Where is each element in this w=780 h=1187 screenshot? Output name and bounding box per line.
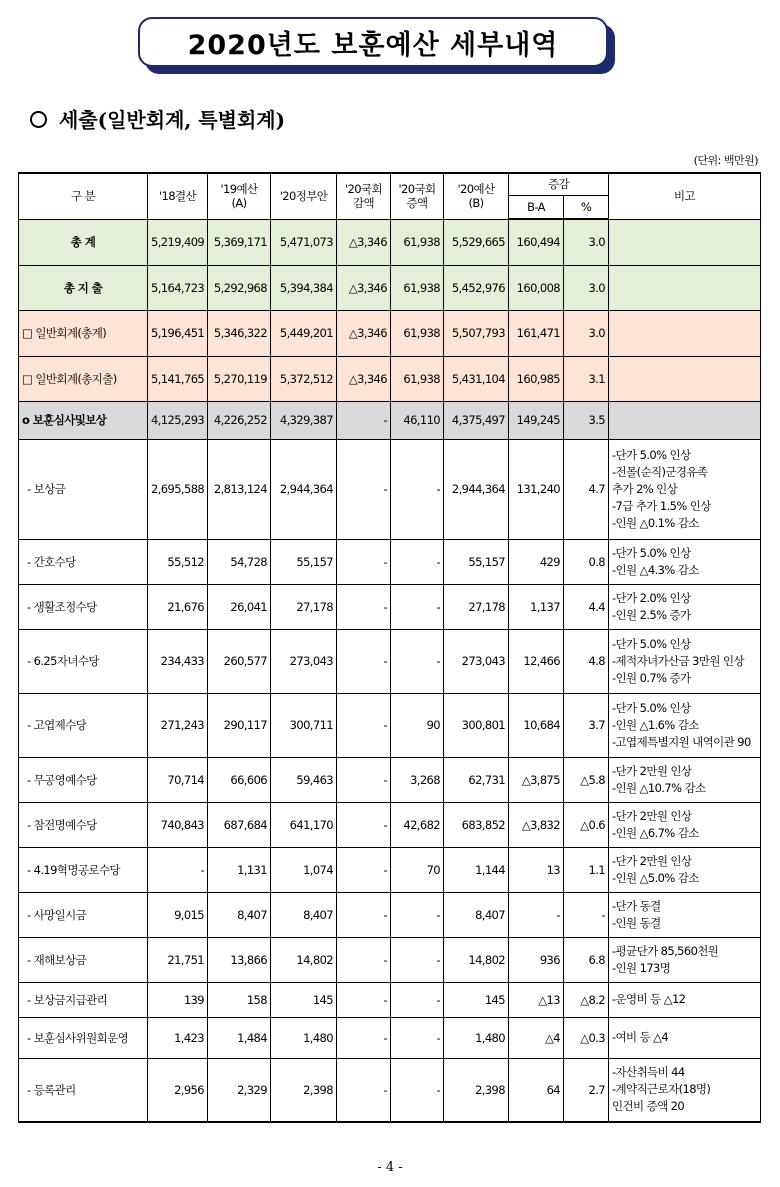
remark-line: -단가 5.0% 인상 [612,700,691,715]
cell-diff: 160,008 [509,265,564,310]
cell-v20: 62,731 [444,757,509,802]
cell-dec: - [337,584,391,629]
cell-v19: 4,226,252 [208,401,271,439]
remarks-cell [609,310,761,356]
cell-inc: - [391,1017,444,1058]
cell-diff: 12,466 [509,629,564,693]
remark-line: -고엽제특별지원 내역이관 90 [612,734,751,749]
cell-dec: - [337,539,391,584]
cell-inc: - [391,584,444,629]
cell-diff: 10,684 [509,693,564,757]
row-label: - 참전명예수당 [19,802,148,847]
cell-pct: 3.0 [564,310,609,356]
table-row [19,310,761,356]
cell-inc: - [391,982,444,1017]
cell-gov: 1,480 [271,1017,337,1058]
cell-diff: 1,137 [509,584,564,629]
table-row [19,847,761,892]
remark-line: -인원 △1.6% 감소 [612,717,699,732]
table-row [19,757,761,802]
row-label: □ 일반회계(총지출) [19,356,148,401]
cell-diff: 160,494 [509,219,564,265]
cell-v20: 2,944,364 [444,439,509,539]
cell-inc: - [391,629,444,693]
cell-dec: △3,346 [337,219,391,265]
remark-line: -인원 173명 [612,960,671,975]
unit-label: (단위: 백만원) [693,154,758,167]
header-20-assembly-increase: '20국회 증액 [391,173,444,219]
remark-line: -여비 등 △4 [612,1030,669,1044]
cell-inc: - [391,539,444,584]
cell-v18: 271,243 [148,693,208,757]
cell-gov: 5,471,073 [271,219,337,265]
cell-pct: - [564,892,609,937]
cell-v18: - [148,847,208,892]
cell-v18: 2,956 [148,1058,208,1122]
table-row [19,539,761,584]
cell-gov: 145 [271,982,337,1017]
cell-v20: 27,178 [444,584,509,629]
header-20-budget: '20예산 (B) [444,173,509,219]
budget-table [18,172,761,1123]
remark-line: -자산취득비 44 [612,1065,685,1080]
cell-inc: 70 [391,847,444,892]
cell-v20: 1,480 [444,1017,509,1058]
row-label: - 재해보상금 [19,937,148,982]
cell-v20: 5,452,976 [444,265,509,310]
cell-v19: 2,329 [208,1058,271,1122]
remark-line: -인원 △6.7% 감소 [612,825,699,840]
header-remarks: 비고 [609,173,761,219]
cell-inc: - [391,937,444,982]
cell-v18: 5,196,451 [148,310,208,356]
remarks-cell [609,937,761,982]
cell-pct: △0.3 [564,1017,609,1058]
cell-pct: △0.6 [564,802,609,847]
cell-pct: △5.8 [564,757,609,802]
cell-v19: 687,684 [208,802,271,847]
cell-pct: 4.7 [564,439,609,539]
cell-inc: - [391,439,444,539]
cell-dec: - [337,982,391,1017]
cell-v18: 70,714 [148,757,208,802]
cell-v20: 273,043 [444,629,509,693]
cell-diff: △3,832 [509,802,564,847]
table-row [19,265,761,310]
cell-inc: 46,110 [391,401,444,439]
cell-pct: 3.7 [564,693,609,757]
cell-v20: 2,398 [444,1058,509,1122]
remarks-cell [609,265,761,310]
header-20-assembly-decrease: '20국회 감액 [337,173,391,219]
cell-inc: 61,938 [391,310,444,356]
cell-diff: △13 [509,982,564,1017]
remark-line: -단가 5.0% 인상 [612,545,691,560]
remarks-cell [609,629,761,693]
remarks-cell [609,693,761,757]
cell-v19: 1,484 [208,1017,271,1058]
section-heading [30,104,285,133]
cell-dec: - [337,892,391,937]
cell-inc: - [391,892,444,937]
cell-pct: 0.8 [564,539,609,584]
cell-v18: 5,164,723 [148,265,208,310]
remarks-cell [609,892,761,937]
cell-pct: 4.4 [564,584,609,629]
cell-v19: 8,407 [208,892,271,937]
cell-diff: 936 [509,937,564,982]
cell-v20: 5,431,104 [444,356,509,401]
remark-line: -단가 2만원 인상 [612,763,692,778]
remark-line: -평균단가 85,560천원 [612,943,719,958]
cell-gov: 5,372,512 [271,356,337,401]
cell-gov: 27,178 [271,584,337,629]
cell-dec: - [337,757,391,802]
header-19-budget: '19예산 (A) [208,173,271,219]
remark-line: -인원 △10.7% 감소 [612,780,706,795]
remark-line: -계약직근로자(18명) [612,1082,711,1097]
remarks-cell [609,356,761,401]
cell-inc: 61,938 [391,219,444,265]
cell-v20: 55,157 [444,539,509,584]
remark-line: -단가 동결 [612,898,661,913]
cell-v19: 290,117 [208,693,271,757]
table-row [19,1058,761,1122]
cell-v20: 5,529,665 [444,219,509,265]
cell-v19: 5,346,322 [208,310,271,356]
table-row [19,401,761,439]
cell-dec: - [337,439,391,539]
cell-v18: 5,141,765 [148,356,208,401]
cell-v18: 4,125,293 [148,401,208,439]
remark-line: -단가 2만원 인상 [612,853,692,868]
header-change: 증감 [509,173,609,195]
cell-gov: 1,074 [271,847,337,892]
cell-v19: 2,813,124 [208,439,271,539]
cell-v19: 54,728 [208,539,271,584]
table-row [19,584,761,629]
header-18-settlement: '18결산 [148,173,208,219]
remarks-cell [609,401,761,439]
remark-line: -인원 △0.1% 감소 [612,515,699,530]
cell-diff: 149,245 [509,401,564,439]
remark-line: -7급 추가 1.5% 인상 [612,498,711,513]
cell-pct: 3.5 [564,401,609,439]
remark-line: -운영비 등 △12 [612,992,686,1006]
cell-dec: △3,346 [337,356,391,401]
cell-diff: 64 [509,1058,564,1122]
cell-diff: △3,875 [509,757,564,802]
row-label: - 보상금 [19,439,148,539]
cell-v20: 14,802 [444,937,509,982]
cell-v18: 55,512 [148,539,208,584]
row-label: - 6.25자녀수당 [19,629,148,693]
remarks-cell [609,1017,761,1058]
table-row [19,982,761,1017]
cell-v20: 1,144 [444,847,509,892]
circle-bullet-icon [30,111,47,128]
cell-dec: - [337,629,391,693]
row-label: - 보훈심사위원회운영 [19,1017,148,1058]
cell-v20: 8,407 [444,892,509,937]
remark-line: -인원 0.7% 증가 [612,670,691,685]
row-label: - 고엽제수당 [19,693,148,757]
cell-gov: 273,043 [271,629,337,693]
cell-inc: 61,938 [391,356,444,401]
remarks-cell [609,539,761,584]
cell-v19: 260,577 [208,629,271,693]
cell-gov: 59,463 [271,757,337,802]
cell-inc: 90 [391,693,444,757]
row-label: - 사망일시금 [19,892,148,937]
cell-gov: 4,329,387 [271,401,337,439]
table-row [19,356,761,401]
remarks-cell [609,439,761,539]
remark-line: -인원 △4.3% 감소 [612,562,699,577]
cell-diff: 160,985 [509,356,564,401]
header-category: 구 분 [19,173,148,219]
remarks-cell [609,982,761,1017]
cell-v19: 5,270,119 [208,356,271,401]
cell-inc: 42,682 [391,802,444,847]
cell-dec: - [337,937,391,982]
cell-pct: 3.1 [564,356,609,401]
remark-line: 인건비 증액 20 [612,1099,685,1114]
cell-gov: 5,394,384 [271,265,337,310]
header-row [19,173,761,195]
remark-line: -단가 5.0% 인상 [612,636,691,651]
cell-dec: - [337,847,391,892]
cell-gov: 55,157 [271,539,337,584]
cell-v19: 1,131 [208,847,271,892]
cell-pct: △8.2 [564,982,609,1017]
remark-line: -인원 동결 [612,915,661,930]
remarks-cell [609,584,761,629]
row-label: - 보상금지급관리 [19,982,148,1017]
remark-line: -단가 5.0% 인상 [612,447,691,462]
remark-line: -인원 △5.0% 감소 [612,870,699,885]
remarks-cell [609,219,761,265]
cell-gov: 8,407 [271,892,337,937]
cell-dec: △3,346 [337,310,391,356]
cell-diff: △4 [509,1017,564,1058]
cell-pct: 2.7 [564,1058,609,1122]
cell-pct: 3.0 [564,265,609,310]
cell-inc: 3,268 [391,757,444,802]
cell-v19: 5,369,171 [208,219,271,265]
page-title: 2020년도 보훈예산 세부내역 [138,17,608,67]
cell-dec: - [337,802,391,847]
cell-v20: 5,507,793 [444,310,509,356]
table-row [19,439,761,539]
remarks-cell [609,847,761,892]
cell-v19: 5,292,968 [208,265,271,310]
cell-dec: - [337,1058,391,1122]
cell-gov: 2,398 [271,1058,337,1122]
cell-diff: 131,240 [509,439,564,539]
cell-gov: 641,170 [271,802,337,847]
cell-v18: 2,695,588 [148,439,208,539]
table-row [19,892,761,937]
row-label: - 간호수당 [19,539,148,584]
row-label: - 4.19혁명공로수당 [19,847,148,892]
cell-v18: 1,423 [148,1017,208,1058]
row-label: - 등록관리 [19,1058,148,1122]
table-row [19,1017,761,1058]
row-label: - 생활조정수당 [19,584,148,629]
cell-diff: - [509,892,564,937]
table-row [19,219,761,265]
cell-diff: 429 [509,539,564,584]
cell-inc: - [391,1058,444,1122]
cell-gov: 2,944,364 [271,439,337,539]
cell-gov: 300,711 [271,693,337,757]
cell-v18: 139 [148,982,208,1017]
section-heading-text: 세출(일반회계, 특별회계) [59,108,286,132]
row-label: o 보훈심사및보상 [19,401,148,439]
cell-v18: 234,433 [148,629,208,693]
remark-line: -제적자녀가산금 3만원 인상 [612,653,744,668]
cell-pct: 4.8 [564,629,609,693]
row-label: 총 지 출 [19,265,148,310]
table-row [19,802,761,847]
cell-diff: 13 [509,847,564,892]
cell-v18: 9,015 [148,892,208,937]
cell-v19: 13,866 [208,937,271,982]
page-number: - 4 - [377,1160,403,1175]
remarks-cell [609,1058,761,1122]
cell-diff: 161,471 [509,310,564,356]
remark-line: -인원 2.5% 증가 [612,607,691,622]
table-row [19,693,761,757]
cell-v18: 5,219,409 [148,219,208,265]
row-label: 총 계 [19,219,148,265]
cell-dec: - [337,1017,391,1058]
cell-pct: 6.8 [564,937,609,982]
cell-v18: 21,676 [148,584,208,629]
cell-v19: 26,041 [208,584,271,629]
header-20-gov-proposal: '20정부안 [271,173,337,219]
cell-v19: 158 [208,982,271,1017]
cell-v20: 300,801 [444,693,509,757]
remark-line: 추가 2% 인상 [612,481,678,496]
header-change-amount: B-A [509,195,564,219]
cell-inc: 61,938 [391,265,444,310]
cell-gov: 14,802 [271,937,337,982]
table-row [19,629,761,693]
cell-v18: 740,843 [148,802,208,847]
table-body [19,219,761,1122]
cell-v18: 21,751 [148,937,208,982]
cell-dec: - [337,401,391,439]
remark-line: -단가 2.0% 인상 [612,590,691,605]
cell-v19: 66,606 [208,757,271,802]
remarks-cell [609,802,761,847]
cell-gov: 5,449,201 [271,310,337,356]
remark-line: -전몰(순직)군경유족 [612,464,708,479]
cell-v20: 683,852 [444,802,509,847]
remarks-cell [609,757,761,802]
row-label: □ 일반회계(총계) [19,310,148,356]
cell-dec: - [337,693,391,757]
cell-pct: 1.1 [564,847,609,892]
cell-dec: △3,346 [337,265,391,310]
remark-line: -단가 2만원 인상 [612,808,692,823]
cell-pct: 3.0 [564,219,609,265]
cell-v20: 4,375,497 [444,401,509,439]
cell-v20: 145 [444,982,509,1017]
row-label: - 무공영예수당 [19,757,148,802]
header-change-percent: % [564,195,609,219]
table-row [19,937,761,982]
